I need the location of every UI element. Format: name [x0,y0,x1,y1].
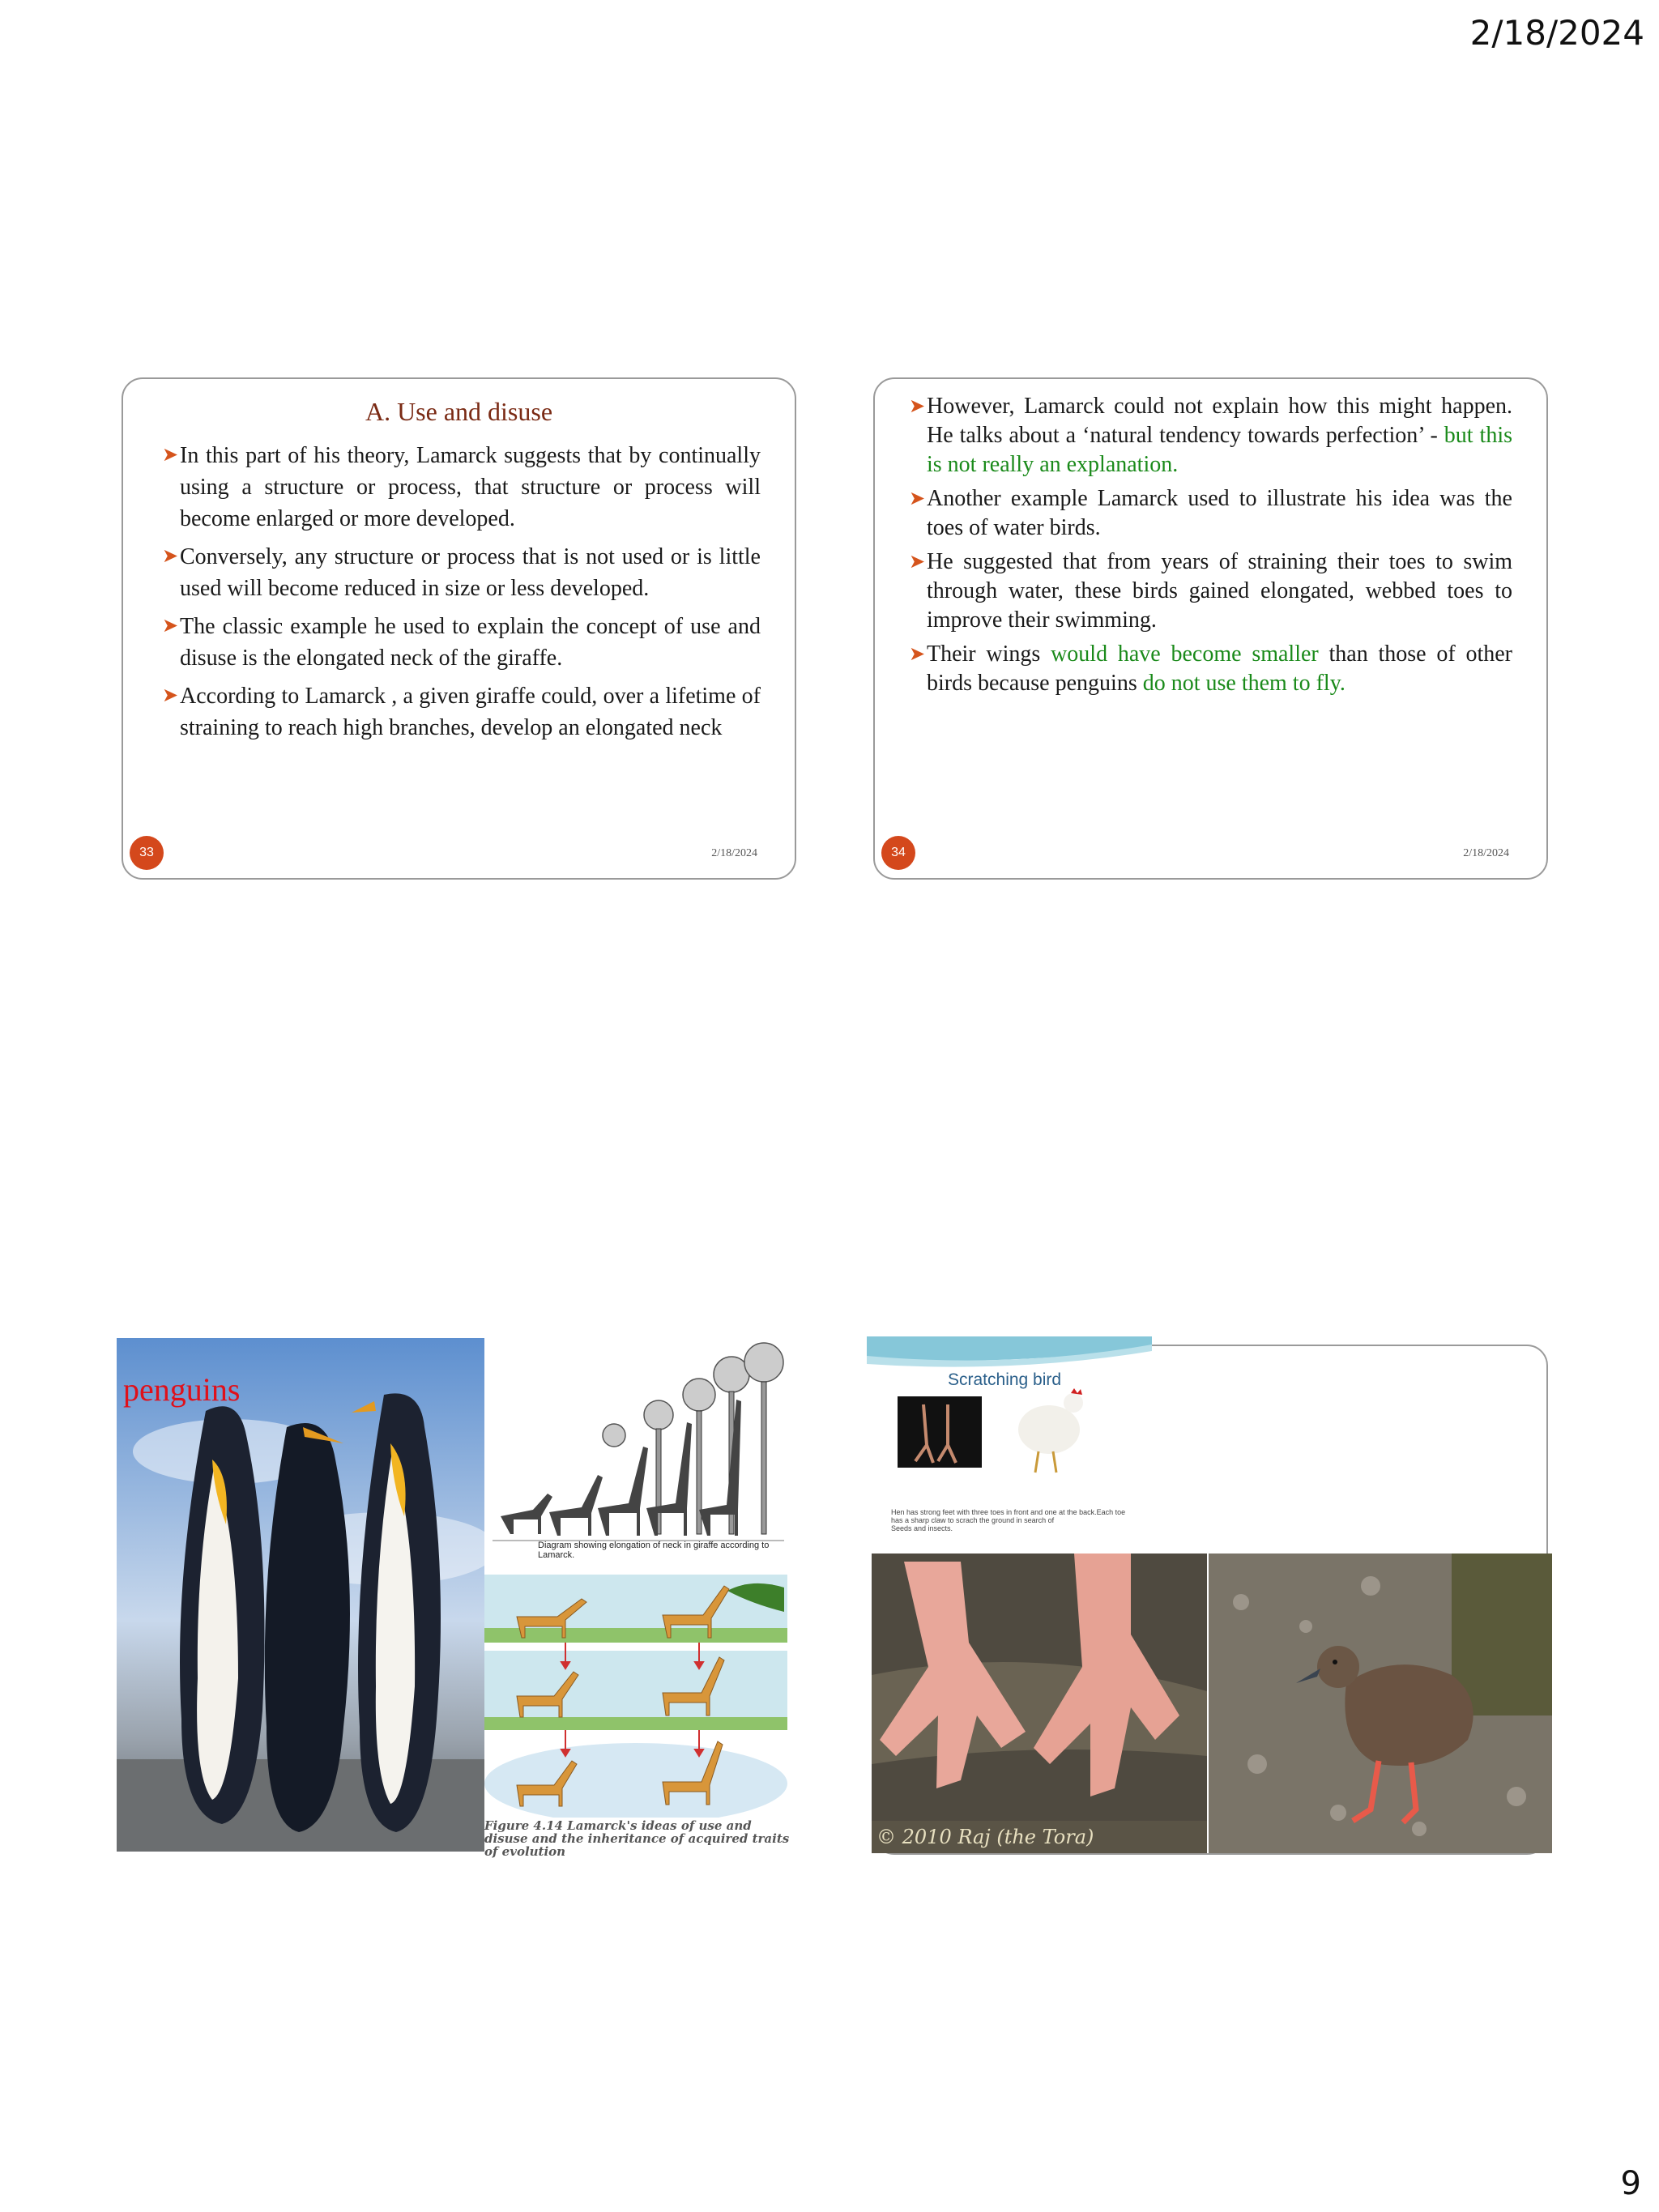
arrow-bullet-icon: ➤ [162,445,179,466]
slide-34 [873,377,1548,880]
slide-number-badge: 34 [881,836,915,870]
penguins-label: penguins [123,1371,241,1408]
arrow-bullet-icon: ➤ [909,396,926,417]
scratching-bird-title: Scratching bird [948,1370,1062,1389]
scratching-bird-panel [867,1336,1152,1555]
slide-33 [122,377,796,880]
arrow-bullet-icon: ➤ [162,685,179,706]
bullet-item: ➤ He suggested that from years of straining their toes to swim through water, these birds gained elongated, webbed toes to improve their swimming. [909,549,1512,633]
scratching-bird-note: Hen has strong feet with three toes in front and one at the back.Each toe has a sharp claw to scrach the ground in search of Seeds and insects. [891,1508,1126,1532]
slide-number-badge: 33 [130,836,164,870]
bullet-list [162,440,761,744]
penguins-photo [117,1338,484,1852]
header-date: 2/18/2024 [1469,13,1644,53]
arrow-bullet-icon: ➤ [909,552,926,573]
bullet-item: ➤ In this part of his theory, Lamarck suggests that by continually using a structure or process, that structure or process will become enlarged or more developed. [162,440,761,535]
giraffe-diagram-caption: Diagram showing elongation of neck in giraffe according to Lamarck. [538,1541,770,1560]
giraffe-neck-diagram [484,1338,792,1573]
webbed-foot-photo [872,1554,1207,1853]
slide-date: 2/18/2024 [1463,847,1509,859]
figure-caption: Figure 4.14 Lamarck's ideas of use and disuse and the inheritance of acquired traits of evolution [484,1818,790,1859]
bullet-list [909,392,1512,698]
slide-date: 2/18/2024 [711,847,757,859]
arrow-bullet-icon: ➤ [909,488,926,509]
use-disuse-figure [484,1575,792,1866]
bullet-item: ➤ Conversely, any structure or process that is not used or is little used will become reduced in size or less developed. [162,541,761,604]
bullet-item: ➤ However, Lamarck could not explain how this might happen. He talks about a ‘natural tendency towards perfection’ - but this is not really an explanation. [909,394,1513,477]
photo-copyright: © 2010 Raj (the Tora) [876,1826,1094,1848]
bullet-item: ➤ The classic example he used to explain the concept of use and disuse is the elongated neck of the giraffe. [162,611,761,674]
page-number: 9 [1620,2165,1641,2202]
bullet-item: ➤ According to Lamarck , a given giraffe could, over a lifetime of straining to reach high branches, develop an elongated neck [162,680,761,744]
duck-photo [1209,1554,1552,1853]
bullet-item: ➤ Another example Lamarck used to illustrate his idea was the toes of water birds. [909,486,1512,540]
bullet-item: ➤ Their wings would have become smaller than those of other birds because penguins do not use them to fly. [909,641,1512,696]
arrow-bullet-icon: ➤ [162,546,179,567]
slide-title: A. Use and disuse [365,397,553,426]
arrow-bullet-icon: ➤ [909,644,926,665]
arrow-bullet-icon: ➤ [162,616,179,637]
